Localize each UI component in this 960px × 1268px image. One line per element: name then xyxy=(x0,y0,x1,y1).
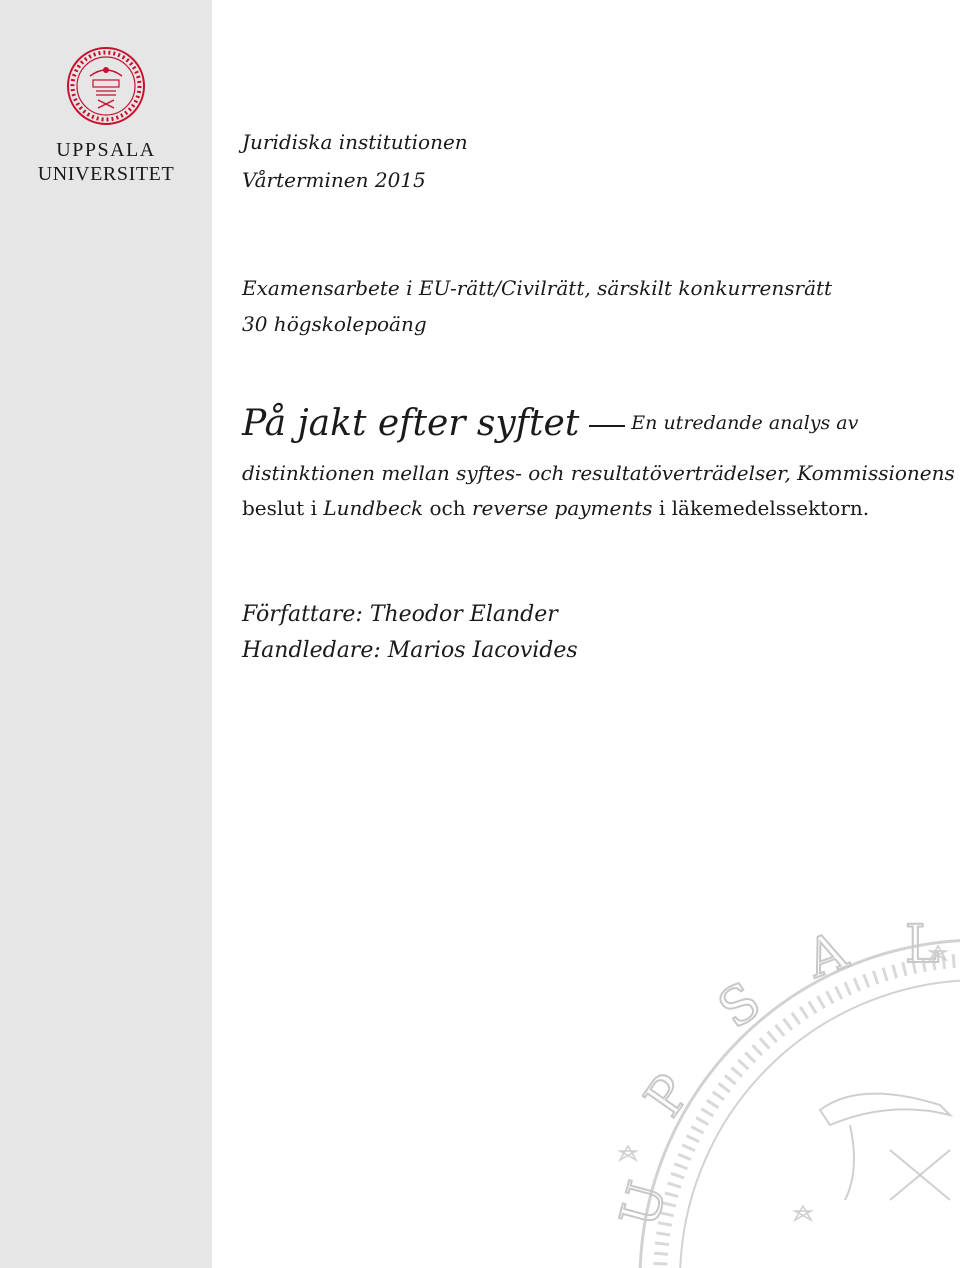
department-name: Juridiska institutionen xyxy=(242,130,468,154)
subtitle-fragment-e: i läkemedelssektorn. xyxy=(652,496,870,520)
supervisor-label: Handledare: Marios Iacovides xyxy=(242,638,578,663)
term-label: Vårterminen 2015 xyxy=(242,168,426,192)
thesis-subtitle-line3 xyxy=(242,496,869,520)
university-name xyxy=(36,138,176,186)
watermark-letter-s: S xyxy=(708,971,772,1041)
watermark-letter-p: P xyxy=(633,1064,703,1128)
thesis-subtitle-line2: distinktionen mellan syftes- och resultatöverträdelser, Kommissionens xyxy=(242,461,955,485)
title-dash xyxy=(589,425,625,427)
subtitle-fragment-reverse-payments: reverse payments xyxy=(471,496,653,520)
thesis-subtitle-start: En utredande analys av xyxy=(631,412,859,434)
watermark-letter-a: A xyxy=(798,920,855,991)
author-label: Författare: Theodor Elander xyxy=(242,602,558,627)
watermark-letter-u: U xyxy=(609,1175,679,1234)
thesis-type: Examensarbete i EU-rätt/Civilrätt, särskilt konkurrensrätt xyxy=(242,276,833,300)
subtitle-fragment-c: och xyxy=(423,496,472,520)
thesis-title-main: På jakt efter syftet xyxy=(242,403,580,444)
watermark-seal-icon xyxy=(560,900,960,1268)
watermark-letter-l: L xyxy=(905,915,940,975)
sidebar-panel xyxy=(0,0,212,1268)
university-name-line1: UPPSALA xyxy=(56,139,156,161)
thesis-title xyxy=(242,403,858,444)
university-name-line2: UNIVERSITET xyxy=(37,163,175,185)
subtitle-fragment-lundbeck: Lundbeck xyxy=(323,496,424,520)
subtitle-fragment-a: beslut i xyxy=(242,496,324,520)
university-seal-icon xyxy=(66,46,146,126)
credits-label: 30 högskolepoäng xyxy=(242,312,427,336)
